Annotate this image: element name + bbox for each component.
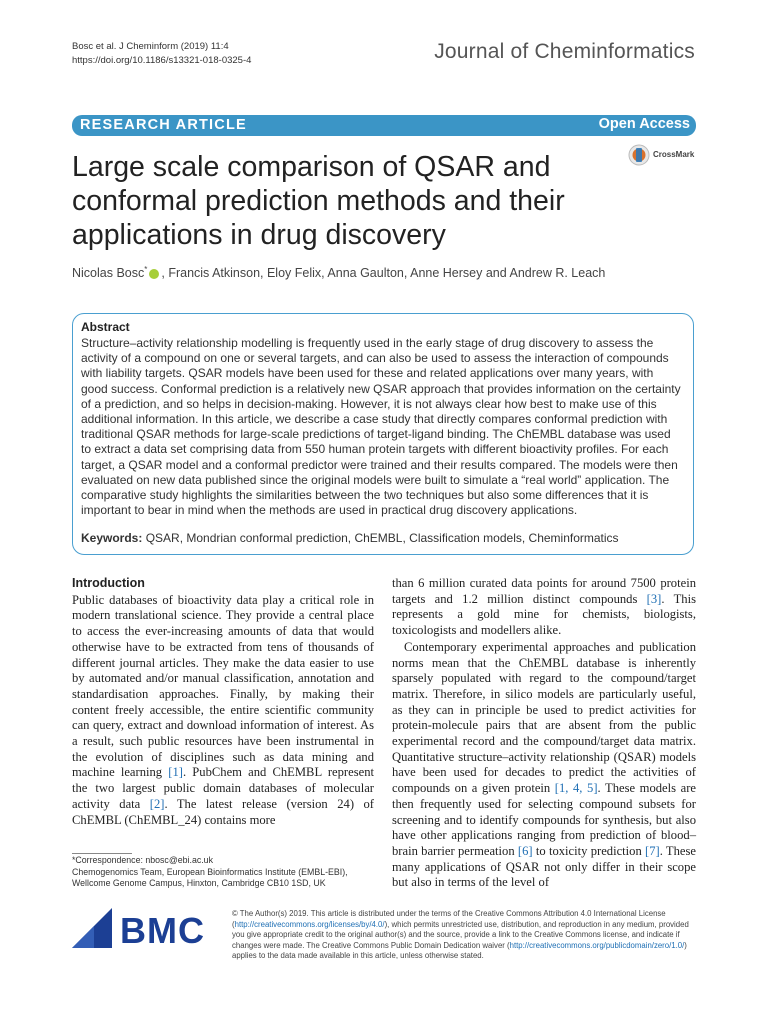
correspondence-line: *Correspondence: nbosc@ebi.ac.uk [72,855,213,865]
doi-link[interactable]: https://doi.org/10.1186/s13321-018-0325-4 [72,55,252,66]
abstract-text: Structure–activity relationship modelling is frequently used in the early stage of drug discovery to assess the activity of a compound on one or several targets, and can also be used to assess the interaction of compounds with liability targets. QSAR models have been used for these and related applications over many years, with good success. Conformal prediction is a relatively new QSAR approach that provides information on the certainty of a prediction, and so helps in decision-making. However, it is not always clear how best to make use of this additional information. In this article, we describe a case study that directly compares conformal prediction with traditional QSAR methods for large-scale predictions of target-ligand binding. The ChEMBL database was used to extract a data set comprising data from 550 human protein targets with different bioactivity profiles. For each target, a QSAR model and a conformal predictor were trained and their results compared. The models were then evaluated on new data published since the original models were built to simulate a “real world” application. The comparative study highlights the similarities between the two techniques but also some differences that it is important to bear in mind when the methods are used in practical drug discovery applications. [81,336,681,518]
license-text: © The Author(s) 2019. This article is distributed under the terms of the Creative Commons Attribution 4.0 International License (http://creativecommons.org/licenses/by/4.0/), which permits unrestricted use, distribution, and reproduction in any medium, provided you give appropriate credit to the original author(s) and the source, provide a link to the Creative Commons license, and indicate if changes were made. The Creative Commons Public Domain Dedication waiver (http://creativecommons.org/publicdomain/zero/1.0/) applies to the data made available in this article, unless otherwise stated. [232,909,689,961]
citation-link[interactable]: [1] [168,765,183,780]
citation-link[interactable]: [7] [645,843,660,858]
bmc-wordmark: BMC [120,910,205,951]
footnote-divider [72,853,132,854]
corresponding-mark: * [144,265,148,274]
other-authors: , Francis Atkinson, Eloy Felix, Anna Gaulton, Anne Hersey and Andrew R. Leach [161,266,606,281]
keywords-list: QSAR, Mondrian conformal prediction, ChEMBL, Classification models, Cheminformatics [145,531,619,545]
crossmark-label: CrossMark [653,150,695,159]
intro-paragraph-1: Public databases of bioactivity data play a critical role in modern translational science. They provide a central place to access the ever-increasing amounts of data that would otherwise have to be extracted from tens of thousands of different journal articles. They make the data easier to use by automated and/or manual classification, annotation and standardisation approaches. Finally, by making their content freely accessible, the entire scientific community can query, extract and download information of interest. As a result, such public resources have been instrumental in the evolution of disciplines such as data mining and machine learning [1]. PubChem and ChEMBL represent the two largest public domain databases of molecular activity data [2]. The latest release (version 24) of ChEMBL (ChEMBL_24) contains more [72,592,375,827]
intro-paragraph-2: Contemporary experimental approaches and publication norms mean that the ChEMBL database is inherently sparsely populated with regard to the compound/target matrix. Therefore, in silico models are particularly useful, as they can in principle be used to predict activities for protein-molecule pairs that are absent from the public experimental record and the compound/target data matrix. Quantitative structure–activity relationship (QSAR) models have been used for decades to predict the activities of compounds on a given protein [1, 4, 5]. These models are then frequently used for selecting compound subsets for screening and to identify compounds for synthesis, but also have other applications ranging from prediction of blood–brain barrier permeation [6] to toxicity prediction [7]. These many applications of QSAR not only differ in their scope but also in terms of the level of [392,639,697,890]
keywords-line [81,531,619,545]
abstract-box [72,313,694,555]
public-domain-url[interactable]: http://creativecommons.org/publicdomain/zero/1.0/ [509,940,685,950]
citation-link[interactable]: [3] [646,591,662,606]
article-type-label: RESEARCH ARTICLE [80,117,247,133]
bmc-logo [72,908,222,955]
orcid-icon[interactable] [149,269,159,279]
affiliation-line: Chemogenomics Team, European Bioinformatics Institute (EMBL-EBI), Wellcome Genome Campus, Hinxton, Cambridge CB10 1SD, UK [72,866,348,888]
body-column-left [72,576,374,828]
article-type-banner [72,115,696,136]
author-list [72,265,605,280]
intro-heading: Introduction [72,576,145,590]
keywords-label: Keywords: [81,531,143,545]
footnote [72,855,372,890]
abstract-heading: Abstract [81,320,130,334]
article-title: Large scale comparison of QSAR and conformal prediction methods and their applications in drug discovery [72,151,565,251]
open-access-label[interactable]: Open Access [598,116,690,132]
intro-paragraph-1-cont: than 6 million curated data points for around 7500 protein targets and 1.2 million distinct compounds [3]. This represents a gold mine for chemists, biologists, toxicologists and modellers alike. [392,576,696,638]
citation-link[interactable]: [2] [149,796,165,811]
journal-name: Journal of Cheminformatics [434,40,695,63]
first-author[interactable]: Nicolas Bosc [72,266,145,281]
citation-link[interactable]: [6] [517,843,533,858]
citation-link[interactable]: [1, 4, 5] [554,781,598,796]
license-url[interactable]: http://creativecommons.org/licenses/by/4.0/ [234,919,385,929]
citation-line: Bosc et al. J Cheminform (2019) 11:4 [72,41,229,52]
body-column-right [392,576,696,891]
